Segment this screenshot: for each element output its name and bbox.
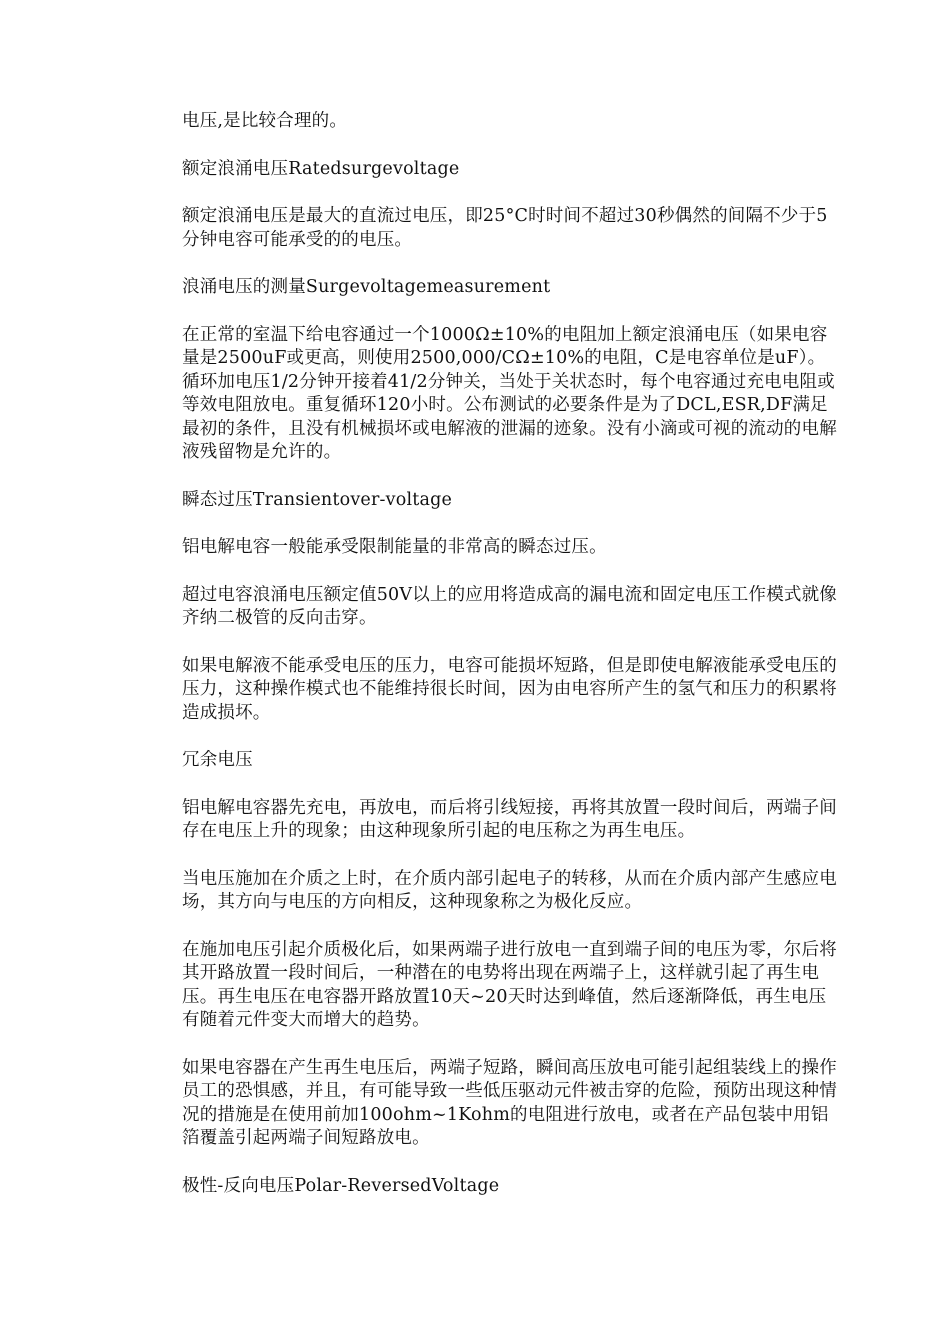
- heading-rated-surge-voltage: 额定浪涌电压Ratedsurgevoltage: [182, 158, 460, 179]
- heading-transient-overvoltage: 瞬态过压Transientover-voltage: [182, 489, 453, 510]
- document-page: [182, 110, 842, 1222]
- paragraph-transient-1: 铝电解电容一般能承受限制能量的非常高的瞬态过压。: [182, 537, 607, 557]
- paragraph-redundant-3: 在施加电压引起介质极化后，如果两端子进行放电一直到端子间的电压为零，尔后将其开路放置一段时间后，一种潜在的电势将出现在两端子上，这样就引起了再生电压。再生电压在电容器开路放置10天~20天时达到峰值，然后逐渐降低，再生电压有随着元件变大而增大的趋势。: [182, 939, 837, 1030]
- paragraph-intro-continuation: 电压,是比较合理的。: [182, 111, 348, 131]
- paragraph-rated-surge-definition: 额定浪涌电压是最大的直流过电压，即25°C时时间不超过30秒偶然的间隔不少于5分钟电容可能承受的的电压。: [182, 206, 828, 250]
- paragraph-surge-measurement: 在正常的室温下给电容通过一个1000Ω±10%的电阻加上额定浪涌电压（如果电容量是2500uF或更高，则使用2500,000/CΩ±10%的电阻，C是电容单位是uF）。循环加电压1/2分钟开接着41/2分钟关，当处于关状态时，每个电容通过充电电阻或等效电阻放电。重复循环120小时。公布测试的必要条件是为了DCL,ESR,DF满足最初的条件，且没有机械损坏或电解液的泄漏的迹象。没有小滴或可视的流动的电解液残留物是允许的。: [182, 324, 837, 462]
- heading-polar-reversed-voltage: 极性-反向电压Polar-ReversedVoltage: [182, 1175, 500, 1196]
- paragraph-redundant-4: 如果电容器在产生再生电压后，两端子短路，瞬间高压放电可能引起组装线上的操作员工的恐惧感，并且，有可能导致一些低压驱动元件被击穿的危险，预防出现这种情况的措施是在使用前加100ohm~1Kohm的电阻进行放电，或者在产品包装中用铝箔覆盖引起两端子间短路放电。: [182, 1057, 837, 1148]
- heading-redundant-voltage: 冗余电压: [182, 750, 253, 770]
- paragraph-transient-2: 超过电容浪涌电压额定值50V以上的应用将造成高的漏电流和固定电压工作模式就像齐纳二极管的反向击穿。: [182, 584, 838, 628]
- paragraph-redundant-1: 铝电解电容器先充电，再放电，而后将引线短接，再将其放置一段时间后，两端子间存在电压上升的现象；由这种现象所引起的电压称之为再生电压。: [182, 797, 837, 841]
- heading-surge-measurement: 浪涌电压的测量Surgevoltagemeasurement: [182, 277, 551, 297]
- paragraph-transient-3: 如果电解液不能承受电压的压力，电容可能损坏短路，但是即使电解液能承受电压的压力，这种操作模式也不能维持很长时间，因为由电容所产生的氢气和压力的积累将造成损坏。: [182, 655, 837, 723]
- paragraph-redundant-2: 当电压施加在介质之上时，在介质内部引起电子的转移，从而在介质内部产生感应电场，其方向与电压的方向相反，这种现象称之为极化反应。: [182, 868, 837, 912]
